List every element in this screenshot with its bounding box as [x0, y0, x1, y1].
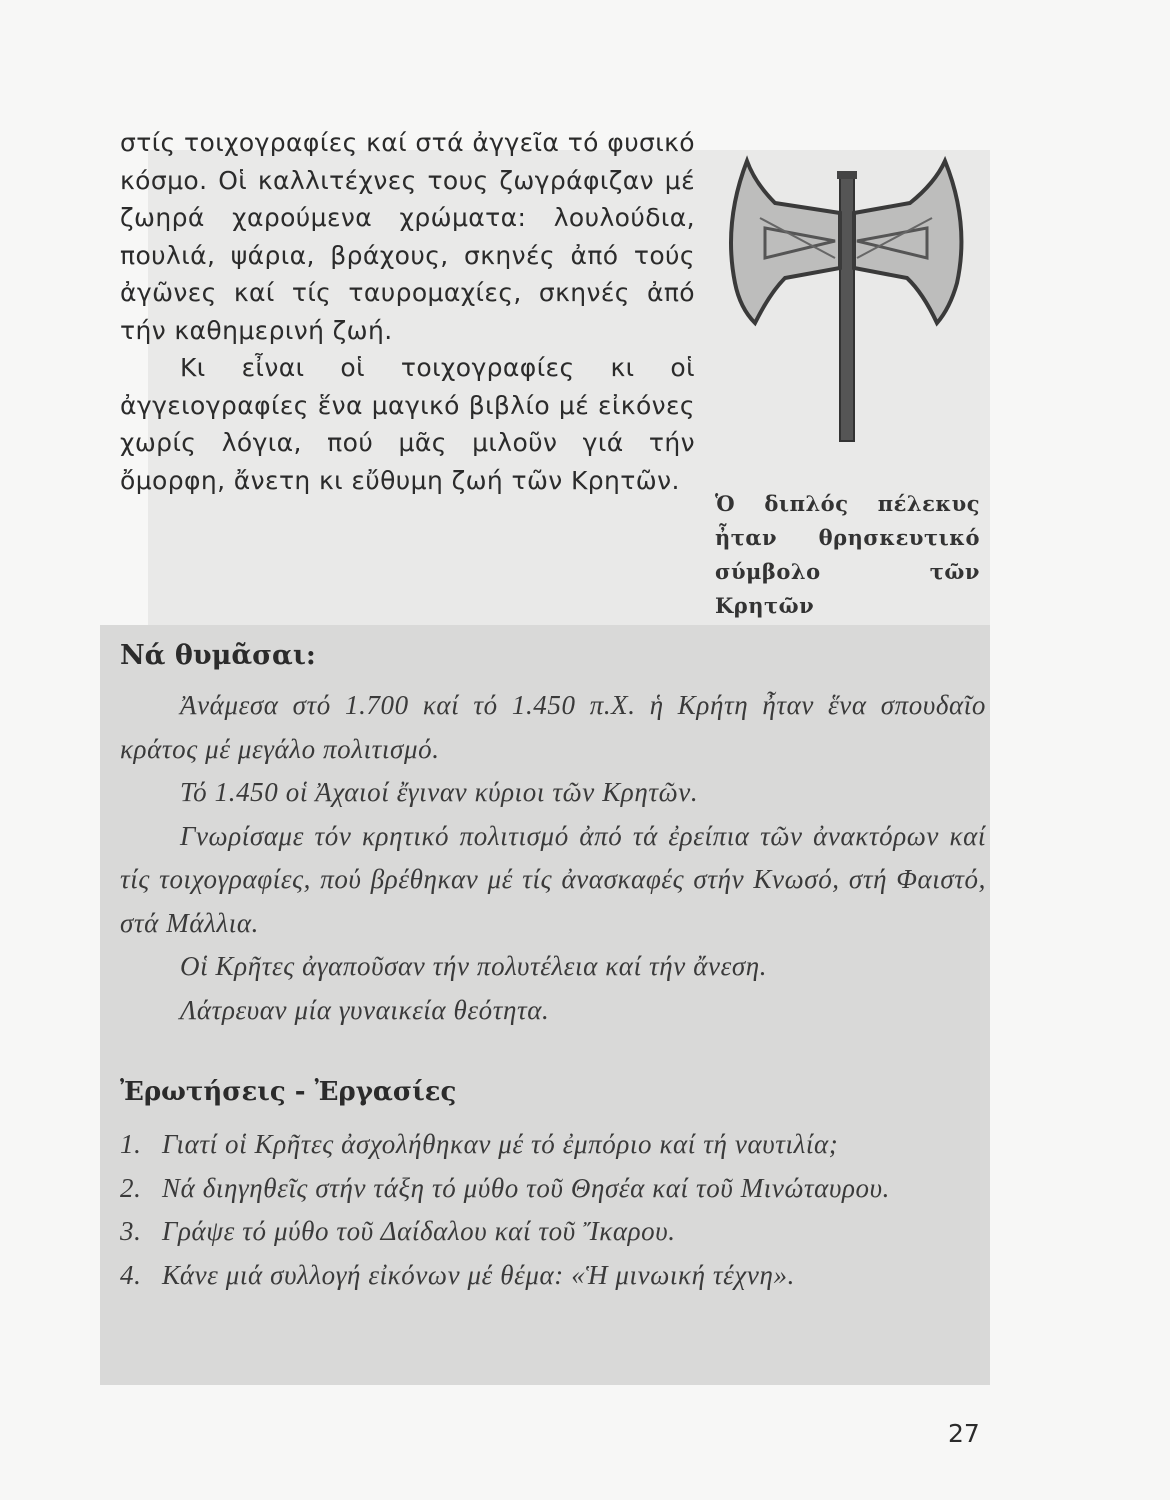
page-number: 27	[948, 1419, 980, 1448]
question-text: Νά διηγηθεῖς στήν τάξη τό μύθο τοῦ Θησέα καί τοῦ Μινώταυρου.	[162, 1172, 890, 1203]
body-paragraph-1: στίς τοιχογραφίες καί στά ἀγγεῖα τό φυσικό κόσμο. Οἱ καλλιτέχνες τους ζωγράφιζαν μέ ζωηρά χαρούμενα χρώματα: λουλούδια, πουλιά, ψάρια, βράχους, σκηνές ἀπό τούς ἀγῶνες καί τίς ταυρομαχίες, σκηνές ἀπό τήν καθημερινή ζωή.	[120, 128, 695, 345]
remember-item: Ἀνάμεσα στό 1.700 καί τό 1.450 π.Χ. ἡ Κρήτη ἦταν ἕνα σπουδαῖο κράτος μέ μεγάλο πολιτισμό.	[120, 690, 986, 764]
question-number: 3.	[120, 1216, 142, 1246]
question-number: 2.	[120, 1172, 142, 1203]
remember-list	[120, 684, 986, 1032]
remember-item: Γνωρίσαμε τόν κρητικό πολιτισμό ἀπό τά ἐρείπια τῶν ἀνακτόρων καί τίς τοιχογραφίες, πού βρέθηκαν μέ τίς ἀνασκαφές στήν Κνωσό, στή Φαιστό, στά Μάλλια.	[120, 820, 986, 938]
question-number: 4.	[120, 1259, 142, 1290]
question-text: Κάνε μιά συλλογή εἰκόνων μέ θέμα: «Ἡ μινωική τέχνη».	[162, 1259, 795, 1290]
question-item	[120, 1123, 986, 1167]
remember-item: Λάτρευαν μία γυναικεία θεότητα.	[180, 994, 550, 1025]
body-text	[120, 124, 695, 499]
question-item	[120, 1210, 986, 1254]
double-axe-icon	[705, 143, 985, 488]
body-paragraph-2: Κι εἶναι οἱ τοιχογραφίες κι οἱ ἀγγειογραφίες ἕνα μαγικό βιβλίο μέ εἰκόνες χωρίς λόγια, πού μᾶς μιλοῦν γιά τήν ὄμορφη, ἄνετη κι εὔθυμη ζωή τῶν Κρητῶν.	[120, 353, 695, 495]
figure-caption: Ὁ διπλός πέλεκυς ἦταν θρησκευτικό σύμβολο τῶν Κρητῶν	[715, 491, 980, 618]
question-number: 1.	[120, 1129, 142, 1159]
questions-heading: Ἐρωτήσεις - Ἐργασίες	[120, 1077, 457, 1107]
question-item	[120, 1167, 986, 1211]
remember-item: Τό 1.450 οἱ Ἀχαιοί ἔγιναν κύριοι τῶν Κρητῶν.	[180, 777, 699, 807]
question-text: Γράψε τό μύθο τοῦ Δαίδαλου καί τοῦ Ἴκαρου.	[162, 1216, 676, 1246]
remember-heading: Νά θυμᾶσαι:	[120, 640, 316, 671]
question-item	[120, 1254, 986, 1298]
question-text: Γιατί οἱ Κρῆτες ἀσχολήθηκαν μέ τό ἐμπόριο καί τή ναυτιλία;	[162, 1129, 839, 1159]
double-axe-figure	[705, 143, 985, 488]
remember-item: Οἱ Κρῆτες ἀγαποῦσαν τήν πολυτέλεια καί τήν ἄνεση.	[180, 951, 768, 981]
questions-list	[120, 1123, 986, 1297]
